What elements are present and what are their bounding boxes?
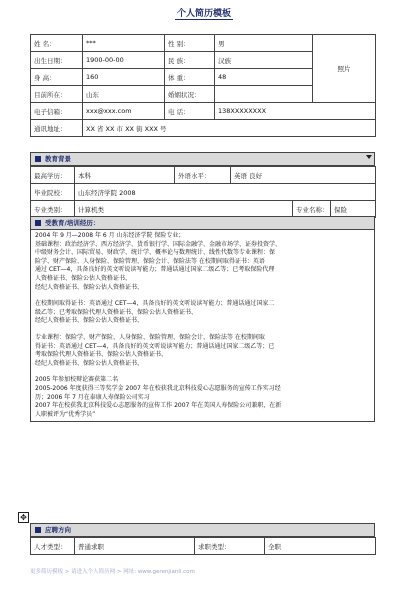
- name-label: 姓 名：: [31, 35, 83, 52]
- training-line: 经纪人资格证书、保险公估人资格证书、: [35, 283, 144, 291]
- residence-value[interactable]: 山东: [83, 86, 165, 103]
- weight-label: 体 重：: [165, 69, 215, 86]
- training-line: [35, 326, 370, 334]
- degree-label: 最高学历：: [31, 167, 75, 184]
- training-line: 中级财务会计、国际贸易、财政学、统计学、概率论与数理统计、线性代数等专业课程：保: [35, 249, 276, 257]
- job-status-label: 求职类型：: [195, 538, 265, 555]
- photo-cell[interactable]: [313, 35, 376, 103]
- job-heading: [30, 523, 375, 537]
- major-name-label: 专业名称：: [293, 201, 331, 218]
- training-line: 通过 CET—4，具备良好的英文听说读写能力；普通话通过国家二级乙等；已考取保险代理: [35, 266, 275, 274]
- basic-info-table: [30, 34, 376, 137]
- education-heading: [30, 152, 375, 166]
- training-heading-text: 受教育/培训经历：: [45, 219, 100, 227]
- address-value[interactable]: XX 省 XX 市 XX 街 XXX 号: [83, 120, 376, 137]
- training-line: 经纪人资格证书、保险公估人资格证书、: [35, 317, 144, 325]
- training-line: 级乙等；已考取保险代理人资格证书、保险公估人资格证书、: [35, 308, 198, 316]
- page-title: 个人简历模板: [176, 9, 231, 19]
- birth-value[interactable]: 1900-00-00: [83, 52, 165, 69]
- training-line: 专业课程：保险学、财产保险、人身保险、保险管理、保险会计、保险法等 在校期间取: [35, 333, 265, 341]
- training-line: 险学、财产保险、人身保险、保险管理、保险会计、保险法等 在校期间取得证书：英语: [35, 257, 265, 265]
- major-name-value[interactable]: 保险: [331, 201, 376, 218]
- training-line: 考取保险代理人资格证书、保险公估人资格证书、: [35, 351, 168, 359]
- training-heading: [30, 216, 375, 230]
- job-type-value[interactable]: 普通求职: [75, 538, 195, 555]
- square-bullet-icon: [35, 156, 41, 162]
- foreign-value[interactable]: 英语 良好: [231, 167, 376, 184]
- gender-label: 性 别：: [165, 35, 215, 52]
- foreign-label: 外语水平：: [175, 167, 231, 184]
- training-line: 2005 年参加校辩论赛获第二名: [35, 376, 119, 384]
- square-bullet-icon: [35, 527, 41, 533]
- training-body[interactable]: [30, 230, 375, 422]
- training-line: 2004 年 9 月—2008 年 6 月 山东经济学院 保险专业；: [35, 232, 185, 239]
- ethnic-value[interactable]: 汉族: [215, 52, 313, 69]
- residence-label: 目前所在：: [31, 86, 83, 103]
- school-value[interactable]: 山东经济学院 2008: [75, 184, 376, 201]
- ethnic-label: 民 族：: [165, 52, 215, 69]
- job-section: [30, 523, 375, 555]
- major-label: 专业类别：: [31, 201, 75, 218]
- marital-value[interactable]: [215, 86, 313, 103]
- phone-value[interactable]: 138XXXXXXXX: [215, 103, 376, 120]
- footer-link[interactable]: 更多简历模板 > 请进入个人简历网 > 网址: www.gerenjianli.com: [30, 569, 195, 575]
- name-value[interactable]: ***: [83, 35, 165, 52]
- education-heading-text: 教育背景: [45, 155, 71, 163]
- training-line: 在校期间取得证书：英语通过 CET—4，具备良好的英文听说读写能力；普通话通过国家二: [35, 300, 275, 308]
- training-line: 人职被评为“优秀学员”: [35, 410, 96, 418]
- triangle-down-icon: [366, 155, 372, 159]
- gender-value[interactable]: 男: [215, 35, 313, 52]
- basic-info-section: [30, 34, 375, 137]
- job-status-value[interactable]: 全职: [265, 538, 376, 555]
- height-value[interactable]: 160: [83, 69, 165, 86]
- training-line: 历；2006 年 7 月在泰康人寿保险公司实习: [35, 393, 150, 401]
- weight-value[interactable]: 48: [215, 69, 313, 86]
- birth-label: 出生日期：: [31, 52, 83, 69]
- training-line: 经纪人资格证书、保险公估人资格证书、: [35, 359, 144, 367]
- training-line: 2005-2006 年度获得三等奖学金 2007 年在校获我北京科技爱心志愿服务的宣传工作实习经: [35, 384, 281, 392]
- training-line: 得证书：英语通过 CET—4，具备良好的英文听说读写能力；普通话通过国家二级乙等；已: [35, 342, 275, 350]
- email-label: 电子信箱：: [31, 103, 83, 120]
- school-label: 毕业院校：: [31, 184, 75, 201]
- phone-label: 电 话：: [165, 103, 215, 120]
- email-value[interactable]: xxx@xxx.com: [83, 103, 165, 120]
- marital-label: 婚姻状况：: [165, 86, 215, 103]
- job-table: [30, 537, 376, 555]
- training-section: [30, 216, 375, 422]
- training-line: [35, 292, 370, 300]
- address-label: 通讯地址：: [31, 120, 83, 137]
- height-label: 身 高：: [31, 69, 83, 86]
- move-handle-icon[interactable]: ✥: [18, 512, 29, 523]
- training-line: 人资格证书、保险公估人资格证书、: [35, 274, 132, 282]
- square-bullet-icon: [35, 220, 41, 226]
- job-heading-text: 应聘方向: [45, 526, 71, 534]
- training-line: 2007 年在校获我北京科技爱心志愿服务的宣传工作 2007 年在美国人寿保险公司兼职，在新: [35, 402, 282, 410]
- major-value[interactable]: 计算机类: [75, 201, 293, 218]
- training-line: 基础课程：政治经济学、西方经济学、货币银行学、国际金融学、金融市场学、证券投资学、: [35, 240, 282, 248]
- degree-value[interactable]: 本科: [75, 167, 175, 184]
- job-type-label: 人才类型：: [31, 538, 75, 555]
- education-section: [30, 152, 375, 218]
- photo-label: 照片: [337, 65, 351, 73]
- education-table: [30, 166, 376, 218]
